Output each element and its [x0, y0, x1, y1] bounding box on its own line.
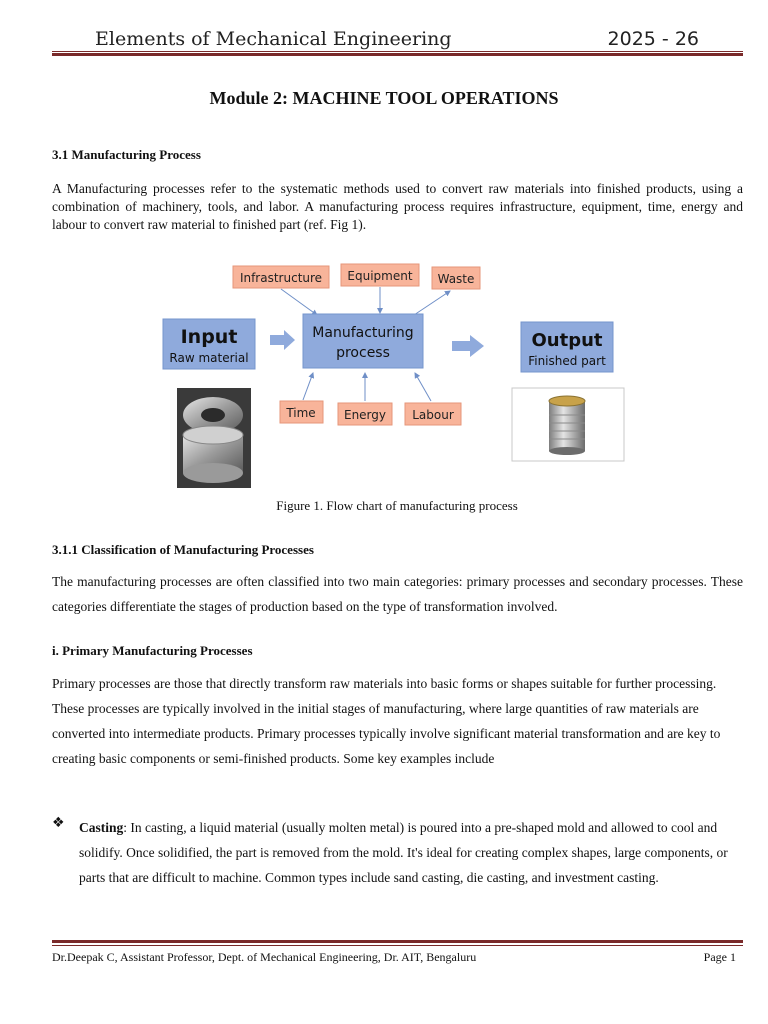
section-heading-3-1: 3.1 Manufacturing Process	[52, 147, 201, 162]
input-title: Input	[180, 326, 238, 348]
module-title: Module 2: MACHINE TOOL OPERATIONS	[209, 88, 559, 108]
finished-part-image	[512, 388, 624, 461]
footer-rule-thick	[52, 940, 743, 943]
time-label: Time	[286, 406, 316, 420]
output-title: Output	[531, 330, 603, 351]
primary-processes-paragraph: Primary processes are those that directly transform raw materials into basic forms or shapes suitable for further processing. These processes are typically involved in the initial stages of manufacturing, where large quantities of raw materials are converted into intermediate products. Primary processes typically involve significant material transformation and are key to creating basic components or semi-finished products. Some key examples include	[52, 676, 721, 766]
manufacturing-flow-chart	[145, 255, 631, 490]
footer-rule-thin	[52, 945, 743, 946]
output-subtitle: Finished part	[528, 354, 606, 368]
section-3-1-paragraph: A Manufacturing processes refer to the systematic methods used to convert raw materials into finished products, using a combination of machinery, tools, and labor. A manufacturing process requires infrastructure, equipment, time, energy and labour to convert raw material to finished part (ref. Fig 1).	[52, 181, 743, 232]
casting-description: : In casting, a liquid material (usually molten metal) is poured into a pre-shaped mold and allowed to cool and solidify. Once solidified, the part is removed from the mold. It's ideal for creating complex shapes, large components, or parts that are difficult to machine. Common types include sand casting, die casting, and investment casting.	[79, 820, 728, 885]
process-label-line1: Manufacturing	[312, 325, 414, 341]
flow-chart-svg	[145, 255, 631, 490]
waste-label: Waste	[437, 272, 475, 286]
process-label-line2: process	[336, 345, 390, 361]
figure-caption: Figure 1. Flow chart of manufacturing process	[276, 498, 518, 513]
arrow-labour	[415, 373, 431, 401]
header-rule-thin	[52, 51, 743, 52]
arrow-infrastructure	[281, 289, 317, 315]
arrow-input-to-process	[270, 330, 295, 350]
arrow-process-to-output	[452, 335, 484, 357]
section-3-1-1-paragraph: The manufacturing processes are often classified into two main categories: primary processes and secondary processes. These categories differentiate the stages of production based on the type of transformation involved.	[52, 574, 743, 614]
casting-bullet-text	[79, 815, 743, 890]
energy-label: Energy	[343, 408, 387, 422]
arrow-time	[303, 373, 313, 400]
header-title: Elements of Mechanical Engineering	[95, 28, 452, 50]
primary-processes-heading: i. Primary Manufacturing Processes	[52, 643, 253, 658]
footer-author: Dr.Deepak C, Assistant Professor, Dept. of Mechanical Engineering, Dr. AIT, Bengaluru	[52, 950, 477, 964]
diamond-bullet-icon: ❖	[52, 815, 65, 831]
input-subtitle: Raw material	[169, 351, 249, 365]
arrow-waste	[411, 291, 450, 317]
header-year: 2025 - 26	[607, 28, 699, 50]
equipment-label: Equipment	[347, 269, 413, 283]
footer-page-number: Page 1	[703, 950, 736, 964]
section-heading-3-1-1: 3.1.1 Classification of Manufacturing Processes	[52, 542, 314, 557]
labour-label: Labour	[412, 408, 454, 422]
raw-material-image	[177, 388, 251, 488]
header-rule-thick	[52, 53, 743, 56]
casting-term: Casting	[79, 820, 124, 835]
infrastructure-label: Infrastructure	[239, 271, 323, 285]
